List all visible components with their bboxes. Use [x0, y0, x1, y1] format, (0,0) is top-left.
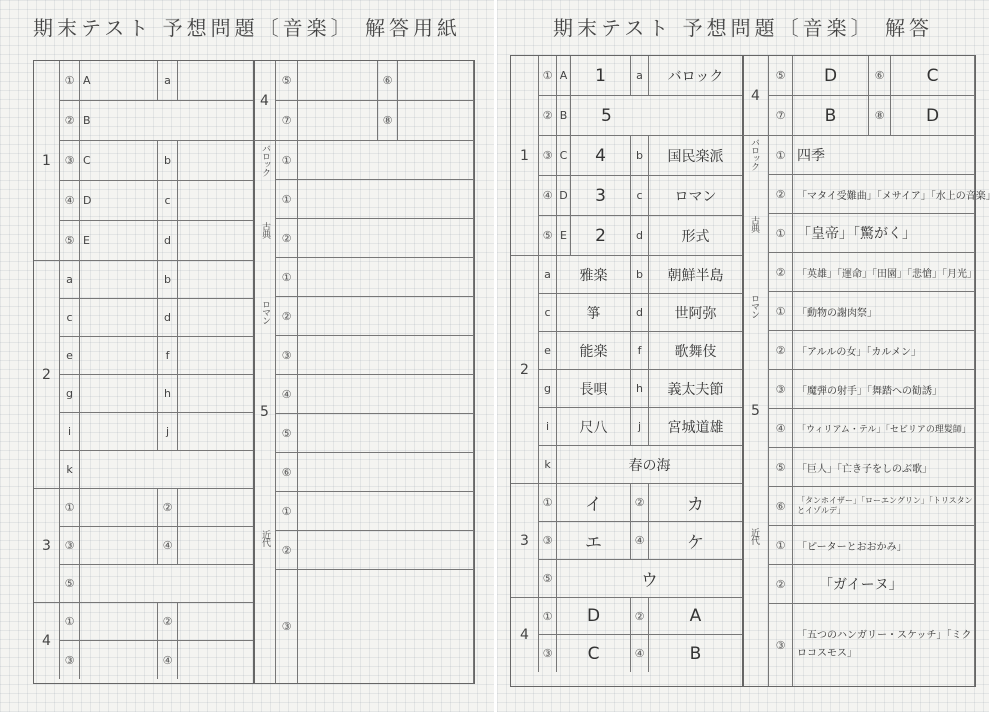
answer-blank[interactable] [298, 492, 474, 531]
question-number: ② [769, 253, 793, 292]
answer-blank[interactable] [298, 414, 474, 453]
answer-blank[interactable] [80, 337, 158, 375]
question-number: ② [276, 297, 298, 336]
question-number: ② [539, 96, 557, 136]
blank-column-2 [253, 60, 475, 684]
question-sub-letter: a [631, 56, 649, 96]
answer-blank[interactable] [178, 641, 254, 679]
era-label-classical: 古典 [749, 216, 759, 232]
question-sub-letter: b [158, 141, 178, 181]
answer-blank[interactable] [398, 61, 474, 101]
question-number: ③ [276, 570, 298, 683]
question-number: ② [276, 531, 298, 570]
question-letter: k [539, 446, 557, 484]
question-letter: E [557, 216, 571, 256]
answer-blank[interactable] [178, 181, 254, 221]
question-number: ② [769, 565, 793, 604]
answer-blank[interactable] [80, 565, 254, 603]
answer-text: D [557, 598, 631, 635]
question-sub-letter: d [158, 221, 178, 261]
answer-blank[interactable] [298, 141, 474, 180]
section-4-label: 4 [34, 603, 60, 679]
answer-blank[interactable] [80, 299, 158, 337]
question-number: ④ [60, 181, 80, 221]
answer-text: バロック [649, 56, 743, 96]
answer-blank[interactable] [178, 261, 254, 299]
question-letter: g [60, 375, 80, 413]
answer-text: イ [557, 484, 631, 522]
answer-blank[interactable] [298, 219, 474, 258]
question-number: ④ [631, 635, 649, 672]
answer-blank[interactable] [80, 641, 158, 679]
answer-text: B [793, 96, 869, 136]
section-2-label: 2 [34, 261, 60, 489]
answer-blank[interactable] [178, 489, 254, 527]
answer-text: エ [557, 522, 631, 560]
era-label-baroque: バロック [260, 144, 270, 176]
question-letter: d [631, 294, 649, 332]
answer-text: 宮城道雄 [649, 408, 743, 446]
question-number: ⑦ [769, 96, 793, 136]
answer-text: 雅楽 [557, 256, 631, 294]
question-number: ⑥ [276, 453, 298, 492]
question-letter: a [539, 256, 557, 294]
question-letter: j [631, 408, 649, 446]
section-5-label: 5 [743, 136, 769, 686]
answer-blank[interactable] [178, 603, 254, 641]
era-label-romantic: ロマン [260, 300, 270, 324]
answer-text: 1 [571, 56, 631, 96]
era-label-classical: 古典 [260, 222, 270, 238]
answer-blank[interactable] [178, 221, 254, 261]
answer-blank[interactable] [298, 570, 474, 683]
answer-key-sheet [497, 0, 996, 712]
question-letter: j [158, 413, 178, 451]
question-number: ① [276, 492, 298, 531]
answer-blank[interactable] [298, 375, 474, 414]
answer-text: 長唄 [557, 370, 631, 408]
answer-blank[interactable] [80, 489, 158, 527]
question-number: ① [60, 61, 80, 101]
question-letter: a [60, 261, 80, 299]
section-5-label: 5 [254, 141, 276, 683]
answer-blank[interactable] [80, 603, 158, 641]
question-number: ① [539, 56, 557, 96]
answer-text: ケ [649, 522, 743, 560]
section-4-label: 4 [743, 56, 769, 136]
answer-sheet-blank [0, 0, 494, 712]
answer-blank[interactable] [298, 61, 378, 101]
answer-text: ウ [557, 560, 743, 598]
question-number: ① [539, 484, 557, 522]
question-number: ⑥ [378, 61, 398, 101]
answer-blank[interactable] [80, 413, 158, 451]
question-number: ③ [539, 136, 557, 176]
question-letter: A [80, 61, 158, 101]
answer-blank[interactable] [298, 180, 474, 219]
section-4-label: 4 [511, 598, 539, 672]
question-number: ④ [769, 409, 793, 448]
answer-text: 2 [571, 216, 631, 256]
answer-blank[interactable] [398, 101, 474, 141]
question-number: ① [769, 136, 793, 175]
question-number: ③ [60, 527, 80, 565]
question-number: ③ [539, 522, 557, 560]
question-number: ② [158, 603, 178, 641]
answer-key-title: 期末テスト 予想問題〔音楽〕 解答 [553, 16, 933, 40]
question-number: ③ [60, 141, 80, 181]
answer-text: 歌舞伎 [649, 332, 743, 370]
question-number: ② [631, 484, 649, 522]
question-letter: g [539, 370, 557, 408]
answer-text: 「英雄」「運命」「田園」「悲愴」「月光」 [793, 253, 975, 292]
question-number: ③ [60, 641, 80, 679]
era-label-romantic: ロマン [749, 294, 759, 318]
answer-text: C [891, 56, 975, 96]
question-number: ④ [539, 176, 557, 216]
question-letter: B [80, 101, 254, 141]
question-letter: k [60, 451, 80, 489]
question-sub-letter: c [631, 176, 649, 216]
question-number: ③ [769, 370, 793, 409]
question-letter: E [80, 221, 158, 261]
section-2-label: 2 [511, 256, 539, 484]
answer-text: 「魔弾の射手」「舞踏への勧誘」 [793, 370, 975, 409]
answer-text: 箏 [557, 294, 631, 332]
answer-blank[interactable] [298, 258, 474, 297]
answer-text: 「巨人」「亡き子をしのぶ歌」 [793, 448, 975, 487]
answer-text: 5 [571, 96, 743, 136]
question-letter: e [60, 337, 80, 375]
question-letter: d [158, 299, 178, 337]
answer-text: 「ピーターとおおかみ」 [793, 526, 975, 565]
question-number: ① [769, 214, 793, 253]
answer-text: 「五つのハンガリー・スケッチ」「ミクロコスモス」 [793, 604, 975, 686]
question-number: ⑤ [276, 414, 298, 453]
answer-text: 能楽 [557, 332, 631, 370]
question-letter: b [631, 256, 649, 294]
question-number: ① [276, 258, 298, 297]
answer-text: 義太夫節 [649, 370, 743, 408]
question-number: ② [769, 331, 793, 370]
question-number: ⑤ [769, 56, 793, 96]
question-letter: B [557, 96, 571, 136]
question-sub-letter: b [631, 136, 649, 176]
question-number: ⑤ [539, 560, 557, 598]
answer-blank[interactable] [178, 337, 254, 375]
question-number: ③ [769, 604, 793, 686]
answer-text: 「タンホイザー」「ローエングリン」「トリスタンとイゾルデ」 [793, 487, 975, 526]
question-number: ② [631, 598, 649, 635]
question-number: ③ [539, 635, 557, 672]
section-3-label: 3 [34, 489, 60, 603]
answer-text: 春の海 [557, 446, 743, 484]
answer-text: 3 [571, 176, 631, 216]
answer-text: 朝鮮半島 [649, 256, 743, 294]
question-number: ④ [158, 527, 178, 565]
answer-blank[interactable] [178, 413, 254, 451]
question-number: ① [60, 603, 80, 641]
blank-column-1 [33, 60, 255, 684]
era-label-modern: 近代 [260, 530, 270, 546]
answer-text: 「ウィリアム・テル」「セビリアの理髪師」 [793, 409, 975, 448]
key-column-1 [510, 55, 744, 687]
question-letter: i [60, 413, 80, 451]
answer-blank[interactable] [80, 451, 254, 489]
answer-blank[interactable] [298, 531, 474, 570]
question-number: ⑤ [539, 216, 557, 256]
answer-blank[interactable] [178, 527, 254, 565]
answer-blank[interactable] [298, 101, 378, 141]
answer-blank[interactable] [298, 297, 474, 336]
question-letter: D [557, 176, 571, 216]
question-sub-letter: c [158, 181, 178, 221]
question-number: ④ [276, 375, 298, 414]
answer-text: 「皇帝」「驚がく」 [793, 214, 975, 253]
question-number: ⑤ [276, 61, 298, 101]
answer-text: カ [649, 484, 743, 522]
answer-text: 国民楽派 [649, 136, 743, 176]
section-1-label: 1 [511, 56, 539, 256]
answer-blank[interactable] [80, 261, 158, 299]
answer-text: 形式 [649, 216, 743, 256]
question-letter: A [557, 56, 571, 96]
section-3-label: 3 [511, 484, 539, 598]
question-number: ⑤ [769, 448, 793, 487]
answer-blank[interactable] [298, 336, 474, 375]
question-number: ⑧ [869, 96, 891, 136]
answer-text: 尺八 [557, 408, 631, 446]
question-number: ② [769, 175, 793, 214]
question-letter: h [631, 370, 649, 408]
answer-blank[interactable] [298, 453, 474, 492]
question-letter: b [158, 261, 178, 299]
question-number: ⑧ [378, 101, 398, 141]
answer-text: 4 [571, 136, 631, 176]
question-number: ① [539, 598, 557, 635]
answer-text: D [891, 96, 975, 136]
answer-text: 「動物の謝肉祭」 [793, 292, 975, 331]
answer-blank[interactable] [80, 375, 158, 413]
question-number: ① [769, 292, 793, 331]
question-number: ③ [276, 336, 298, 375]
question-sub-letter: a [158, 61, 178, 101]
answer-text: A [649, 598, 743, 635]
era-label-baroque: バロック [749, 138, 759, 170]
answer-blank[interactable] [178, 61, 254, 101]
key-column-2 [742, 55, 996, 687]
question-number: ④ [158, 641, 178, 679]
question-number: ⑦ [276, 101, 298, 141]
answer-blank[interactable] [80, 527, 158, 565]
section-4-label: 4 [254, 61, 276, 141]
question-letter: c [539, 294, 557, 332]
answer-text: 「ガイーヌ」 [793, 565, 975, 604]
answer-text: 四季 [793, 136, 975, 175]
question-letter: C [80, 141, 158, 181]
answer-blank[interactable] [178, 299, 254, 337]
section-1-label: 1 [34, 61, 60, 261]
question-letter: c [60, 299, 80, 337]
question-number: ⑥ [869, 56, 891, 96]
answer-blank[interactable] [178, 141, 254, 181]
question-letter: h [158, 375, 178, 413]
question-number: ② [158, 489, 178, 527]
question-letter: e [539, 332, 557, 370]
question-letter: i [539, 408, 557, 446]
blank-sheet-title: 期末テスト 予想問題〔音楽〕 解答用紙 [33, 16, 461, 40]
question-number: ① [60, 489, 80, 527]
question-sub-letter: d [631, 216, 649, 256]
answer-text: 「アルルの女」「カルメン」 [793, 331, 975, 370]
question-number: ① [276, 180, 298, 219]
question-number: ⑤ [60, 565, 80, 603]
answer-text: D [793, 56, 869, 96]
question-number: ⑤ [60, 221, 80, 261]
question-number: ② [60, 101, 80, 141]
question-number: ① [276, 141, 298, 180]
question-number: ② [276, 219, 298, 258]
question-letter: f [158, 337, 178, 375]
question-letter: f [631, 332, 649, 370]
answer-text: C [557, 635, 631, 672]
question-letter: C [557, 136, 571, 176]
answer-blank[interactable] [178, 375, 254, 413]
question-letter: D [80, 181, 158, 221]
answer-text: B [649, 635, 743, 672]
answer-text: ロマン [649, 176, 743, 216]
question-number: ⑥ [769, 487, 793, 526]
question-number: ① [769, 526, 793, 565]
answer-text: 「マタイ受難曲」「メサイア」「水上の音楽」 [793, 175, 975, 214]
question-number: ④ [631, 522, 649, 560]
era-label-modern: 近代 [749, 528, 759, 544]
answer-text: 世阿弥 [649, 294, 743, 332]
